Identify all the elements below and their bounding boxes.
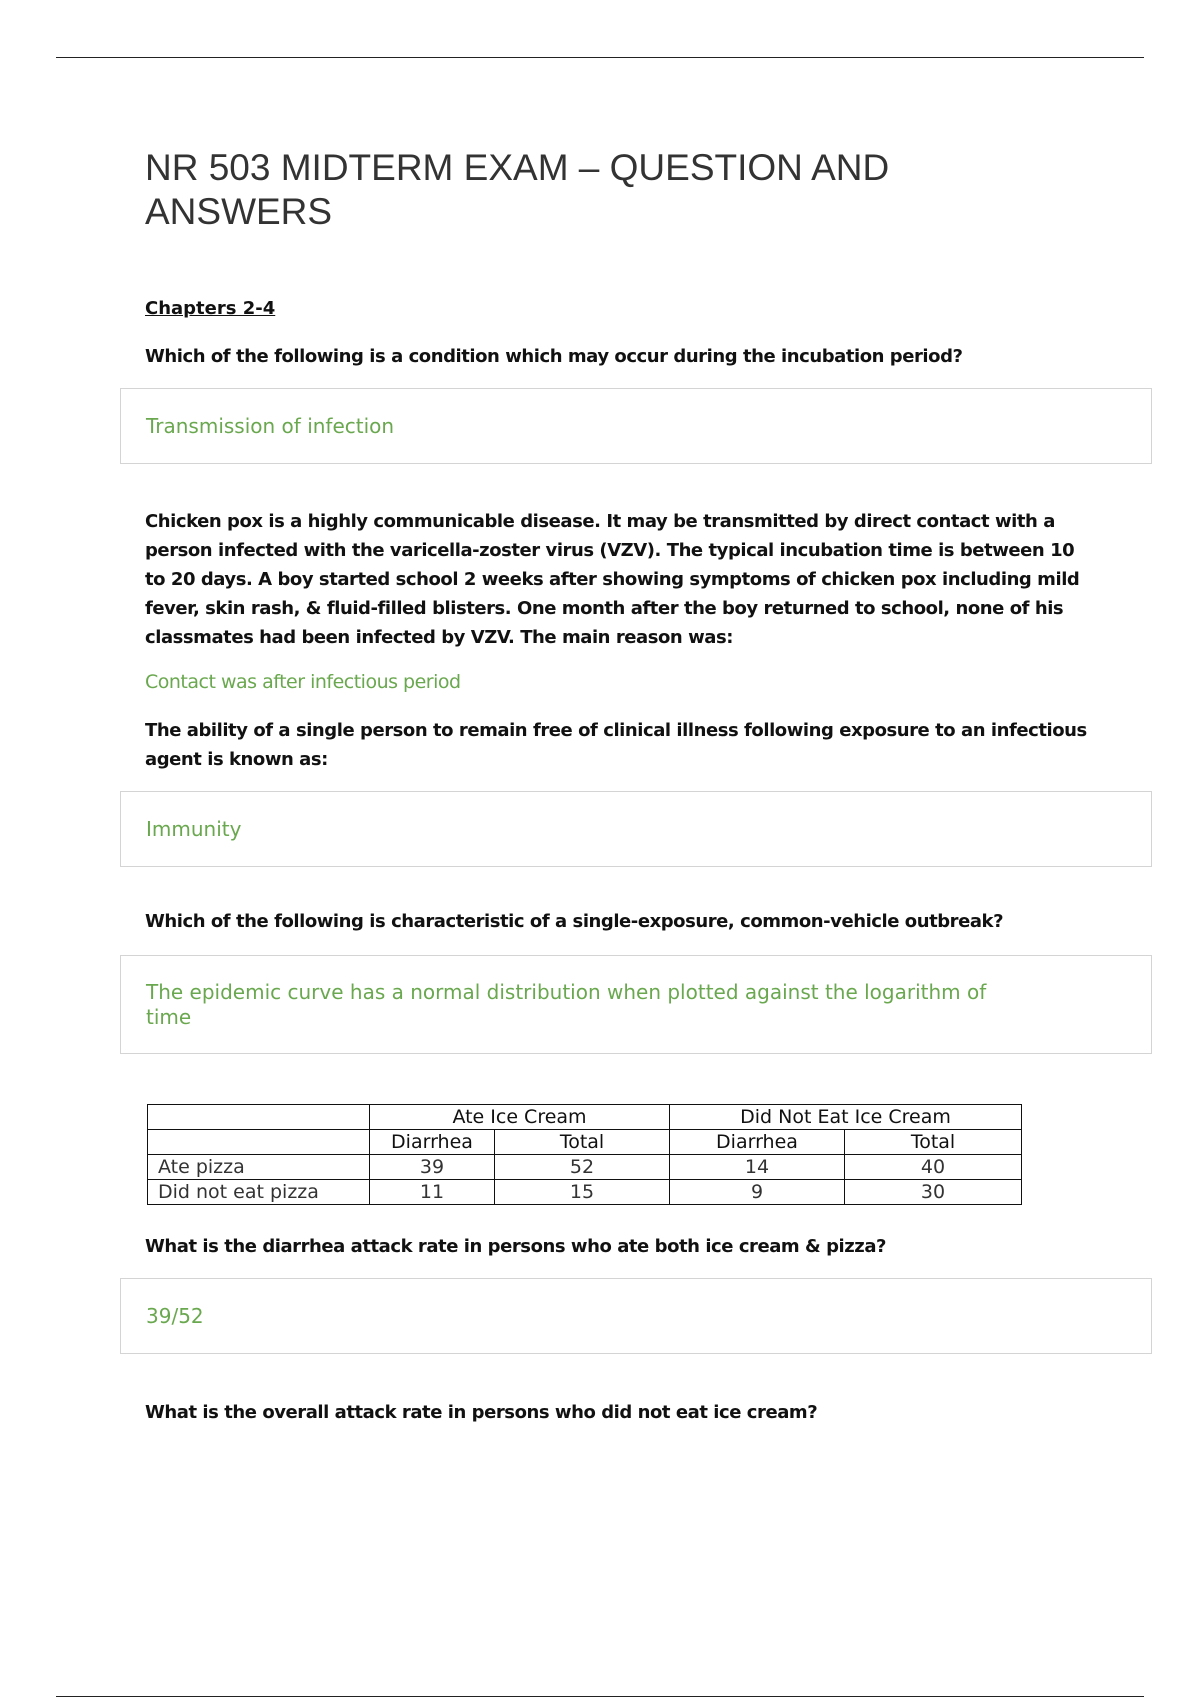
answer-box bbox=[120, 955, 1152, 1054]
column-header: Total bbox=[845, 1130, 1022, 1155]
column-header: Diarrhea bbox=[670, 1130, 845, 1155]
table-corner-cell bbox=[148, 1105, 370, 1130]
table-row bbox=[148, 1180, 1022, 1205]
group-header-ate-ice-cream: Ate Ice Cream bbox=[370, 1105, 670, 1130]
bottom-rule bbox=[56, 1696, 1144, 1697]
table-cell: 15 bbox=[495, 1180, 670, 1205]
table-row bbox=[148, 1155, 1022, 1180]
question-text: What is the diarrhea attack rate in persons who ate both ice cream & pizza? bbox=[145, 1236, 887, 1257]
answer-text: Immunity bbox=[146, 816, 242, 841]
answer-box bbox=[120, 791, 1152, 867]
section-heading: Chapters 2-4 bbox=[145, 298, 276, 319]
question-text: Which of the following is a condition which may occur during the incubation period? bbox=[145, 346, 963, 367]
table-cell: 39 bbox=[370, 1155, 495, 1180]
table-cell: 52 bbox=[495, 1155, 670, 1180]
question-text: Which of the following is characteristic of a single-exposure, common-vehicle outbreak? bbox=[145, 911, 1004, 932]
table-cell: 9 bbox=[670, 1180, 845, 1205]
row-label: Ate pizza bbox=[148, 1155, 370, 1180]
answer-box bbox=[120, 388, 1152, 464]
answer-box bbox=[120, 1278, 1152, 1354]
question-text: What is the overall attack rate in persons who did not eat ice cream? bbox=[145, 1402, 818, 1423]
table-cell: 14 bbox=[670, 1155, 845, 1180]
table-cell: 11 bbox=[370, 1180, 495, 1205]
column-header: Total bbox=[495, 1130, 670, 1155]
answer-text: Transmission of infection bbox=[146, 413, 395, 438]
top-rule bbox=[56, 57, 1144, 58]
row-label: Did not eat pizza bbox=[148, 1180, 370, 1205]
document-title: NR 503 MIDTERM EXAM – QUESTION AND ANSWERS bbox=[145, 147, 890, 232]
table-corner-cell bbox=[148, 1130, 370, 1155]
table-cell: 30 bbox=[845, 1180, 1022, 1205]
column-header: Diarrhea bbox=[370, 1130, 495, 1155]
answer-text: Contact was after infectious period bbox=[145, 671, 461, 693]
answer-text: The epidemic curve has a normal distribution when plotted against the logarithm of time bbox=[146, 979, 987, 1029]
table-cell: 40 bbox=[845, 1155, 1022, 1180]
table-header-row bbox=[148, 1105, 1022, 1130]
attack-rate-table bbox=[147, 1104, 1022, 1205]
question-text: Chicken pox is a highly communicable disease. It may be transmitted by direct contact with a person infected with the varicella-zoster virus (VZV). The typical incubation time is between 10 to 20 days. A boy started school 2 weeks after showing symptoms of chicken pox including mild fever, skin rash, & fluid-filled blisters. One month after the boy returned to school, none of his classmates had been infected by VZV. The main reason was: bbox=[145, 511, 1080, 648]
question-text: The ability of a single person to remain free of clinical illness following exposure to an infectious agent is known as: bbox=[145, 720, 1087, 770]
group-header-did-not-eat-ice-cream: Did Not Eat Ice Cream bbox=[670, 1105, 1022, 1130]
table-subheader-row bbox=[148, 1130, 1022, 1155]
answer-text: 39/52 bbox=[146, 1303, 204, 1328]
